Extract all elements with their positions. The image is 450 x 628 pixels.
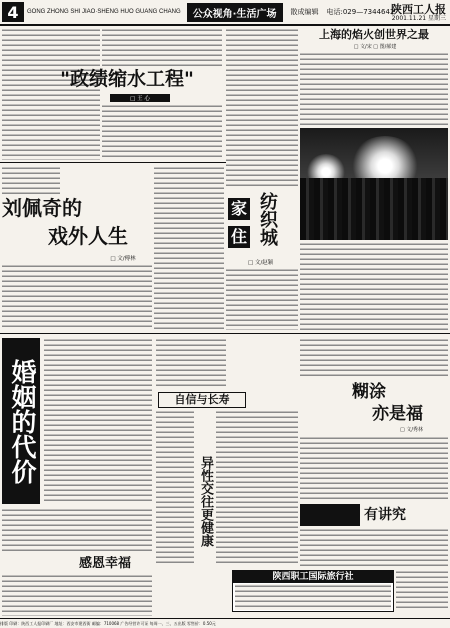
fangzhi-text-body — [226, 268, 298, 330]
youjiang-banner — [300, 504, 360, 526]
yixing-headline: 异性交往更健康 — [198, 456, 213, 547]
hutu-text-body — [300, 436, 448, 500]
huntou-text-bottom — [2, 508, 152, 554]
yixing-text-right — [216, 410, 298, 566]
yixing-text-left — [156, 410, 194, 566]
ad-headline: 陕西职工国际旅行社 — [233, 571, 393, 583]
hutu-byline: □ 文/秀林 — [400, 427, 423, 433]
section-name: 公众视角·生活广场 — [187, 3, 283, 22]
shanghai-text-top — [300, 52, 448, 126]
zhengji-byline: □ 王 心 — [110, 94, 170, 102]
liu-headline-1: 刘佩奇的 — [2, 196, 82, 220]
editor-name: 散成编辑 — [290, 8, 319, 16]
jiazhu-headline-1: 家 — [228, 198, 250, 220]
ad-text — [235, 584, 391, 610]
zhengji-text-bottom — [102, 104, 222, 160]
fireworks-photo — [300, 128, 448, 240]
hutu-text-top — [300, 338, 448, 378]
hutu-headline-1: 糊涂 — [352, 382, 386, 402]
fangzhi-text-top — [226, 28, 298, 188]
masthead — [0, 0, 450, 26]
divider — [0, 333, 450, 334]
ganen-headline: 感恩幸福 — [78, 556, 131, 571]
shanghai-text-bottom — [300, 242, 448, 330]
zixin-text-top — [156, 338, 226, 388]
huntou-headline: 婚姻的代价 — [2, 338, 40, 504]
travel-agency-ad — [232, 570, 394, 612]
shanghai-byline: □ 文/宋 □ 图/郝建 — [353, 44, 397, 50]
zixin-headline: 自信与长寿 — [158, 392, 246, 408]
huntou-text-top — [44, 338, 152, 504]
ganen-text — [2, 574, 152, 616]
fangzhi-headline: 纺织城 — [257, 192, 278, 246]
jiazhu-headline-2: 住 — [228, 226, 250, 248]
side-ad-text — [396, 570, 448, 610]
youjiang-text — [300, 528, 448, 568]
footer: 排版 印刷：陕西工人报印刷厂 地址：西安市建西街 邮编：710068 广告经营许可证 每周一、三、五出版 零售价：0.50元 — [0, 618, 450, 628]
liu-headline-2: 戏外人生 — [48, 224, 128, 248]
liu-text-body — [2, 264, 152, 330]
editor-phone: 电话:029—7344642 — [326, 8, 395, 16]
zhengji-text-right — [102, 28, 222, 66]
page-number: 4 — [2, 2, 24, 22]
zhengji-headline: "政绩缩水工程" — [60, 68, 194, 90]
paper-name: 陕西工人报 — [391, 3, 446, 16]
shanghai-headline: 上海的焰火创世界之最 — [319, 28, 429, 41]
youjiang-headline: 有讲究 — [364, 507, 406, 523]
liu-byline: □ 文/傅林 — [110, 256, 136, 262]
liu-text-left — [2, 166, 60, 194]
liu-text-mid — [154, 166, 224, 330]
hutu-headline-2: 亦是福 — [372, 404, 423, 424]
zhengji-text-left — [2, 28, 100, 160]
publication-date: 2001.11.21 星期三 — [391, 15, 446, 22]
section-pinyin: GONG ZHONG SHI JIAO·SHENG HUO GUANG CHANG — [27, 9, 181, 15]
fangzhi-byline: □ 文/赵颖 — [248, 260, 274, 266]
